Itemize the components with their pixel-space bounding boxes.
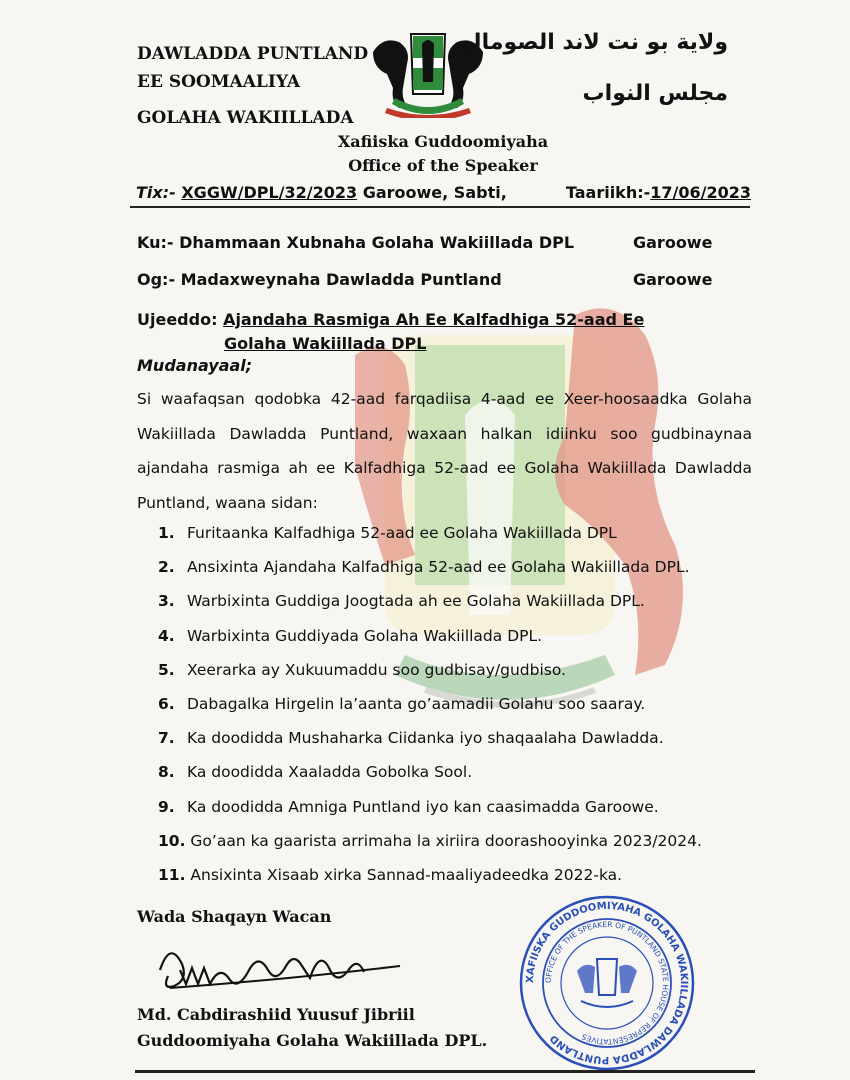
cc-city: Garoowe xyxy=(633,270,713,289)
agenda-number: 6. xyxy=(158,694,175,713)
subject-line-2: Golaha Wakiillada DPL xyxy=(224,334,427,353)
header-left xyxy=(137,40,368,132)
to-text: Dhammaan Xubnaha Golaha Wakiillada DPL xyxy=(179,233,575,252)
country-name: EE SOOMAALIYA xyxy=(137,72,301,92)
agenda-item xyxy=(158,729,702,763)
place-day: Garoowe, Sabti, xyxy=(362,183,507,202)
date-block xyxy=(566,183,751,202)
cc-text: Madaxweynaha Dawladda Puntland xyxy=(180,270,502,289)
subject-block xyxy=(137,308,644,356)
house-name-arabic: مجلس النواب xyxy=(582,81,728,106)
agenda-item xyxy=(158,832,702,866)
to-line xyxy=(137,233,574,252)
signer-title: Guddoomiyaha Golaha Wakiillada DPL. xyxy=(137,1031,488,1050)
agenda-number: 9. xyxy=(158,797,175,816)
office-block xyxy=(0,130,850,178)
agenda-text: Ka doodidda Amniga Puntland iyo kan caasimadda Garoowe. xyxy=(186,797,659,816)
to-label: Ku:- xyxy=(137,233,174,252)
date-value: 17/06/2023 xyxy=(650,183,751,202)
state-name: DAWLADDA PUNTLAND xyxy=(137,44,369,64)
cc-label: Og:- xyxy=(137,270,176,289)
agenda-text: Furitaanka Kalfadhiga 52-aad ee Golaha Wakiillada DPL xyxy=(186,524,617,542)
agenda-number: 1. xyxy=(158,524,175,542)
agenda-text: Ansixinta Ajandaha Kalfadhiga 52-aad ee Golaha Wakiillada DPL. xyxy=(186,558,690,577)
reference-line xyxy=(136,183,751,202)
agenda-text: Go’aan ka gaarista arrimaha la xiriira doorashooyinka 2023/2024. xyxy=(190,831,702,850)
agenda-number: 3. xyxy=(158,592,175,611)
agenda-text: Warbixinta Guddiyada Golaha Wakiillada DPL. xyxy=(186,626,543,645)
closing-line: Wada Shaqayn Wacan xyxy=(137,907,332,926)
agenda-item xyxy=(158,627,702,661)
agenda-number: 11. xyxy=(158,865,186,884)
agenda-item xyxy=(158,798,702,832)
agenda-list xyxy=(158,524,702,900)
agenda-number: 2. xyxy=(158,558,175,577)
agenda-text: Warbixinta Guddiga Joogtada ah ee Golaha Wakiillada DPL. xyxy=(186,592,645,611)
agenda-item xyxy=(158,763,702,797)
agenda-item xyxy=(158,695,702,729)
reference-number: XGGW/DPL/32/2023 xyxy=(181,183,358,202)
header-right xyxy=(463,30,729,106)
signer-name: Md. Cabdirashiid Yuusuf Jibriil xyxy=(137,1005,415,1024)
signature-icon xyxy=(150,930,410,1000)
agenda-text: Xeerarka ay Xukuumaddu soo gudbisay/gudbiso. xyxy=(186,660,566,679)
agenda-item xyxy=(158,524,702,558)
agenda-number: 8. xyxy=(158,763,175,782)
svg-text:OFFICE OF THE SPEAKER OF PUNTL xyxy=(544,920,670,1046)
footer-divider xyxy=(135,1070,755,1073)
agenda-number: 4. xyxy=(158,626,175,645)
office-name-english: Office of the Speaker xyxy=(348,156,538,175)
agenda-text: Ansixinta Xisaab xirka Sannad-maaliyadeedka 2022-ka. xyxy=(190,865,623,884)
stamp-outer-text: XAFIISKA GUDDOOMIYAHA GOLAHA WAKIILLADA DAWLADDA PUNTLAND xyxy=(524,900,690,1066)
agenda-item xyxy=(158,661,702,695)
subject-label: Ujeeddo: xyxy=(137,310,218,329)
agenda-item xyxy=(158,558,702,592)
date-label: Taariikh:- xyxy=(565,183,651,202)
agenda-item xyxy=(158,592,702,626)
reference-label: Tix:- xyxy=(136,183,176,202)
header-divider xyxy=(130,206,750,208)
state-name-arabic: ولاية بو نت لاند الصومال xyxy=(462,30,728,55)
cc-line xyxy=(137,270,502,289)
greeting: Mudanayaal; xyxy=(137,356,253,375)
agenda-number: 5. xyxy=(158,660,175,679)
body-paragraph: Si waafaqsan qodobka 42-aad farqadiisa 4-aad ee Xeer-hoosaadka Golaha Wakiillada Dawladda Puntland, waxaan halkan idiinku soo gudbinaynaa ajandaha rasmiga ah ee Kalfadhiga 52-aad ee Golaha Wakiillada Dawladda Puntland, waana sidan: xyxy=(137,390,752,512)
agenda-text: Dabagalka Hirgelin la’aanta go’aamadii Golahu soo saaray. xyxy=(186,694,646,713)
agenda-text: Ka doodidda Xaaladda Gobolka Sool. xyxy=(186,763,473,782)
stamp-emblem-icon xyxy=(577,959,637,1007)
agenda-text: Ka doodidda Mushaharka Ciidanka iyo shaqaalaha Dawladda. xyxy=(186,729,664,748)
subject-line-1: Ajandaha Rasmiga Ah Ee Kalfadhiga 52-aad Ee xyxy=(223,310,645,329)
agenda-number: 10. xyxy=(158,831,186,850)
stamp-inner-text: OFFICE OF THE SPEAKER OF PUNTLAND STATE HOUSE OF REPRESENTATIVES xyxy=(543,919,671,1047)
office-name-somali: Xafiiska Guddoomiyaha xyxy=(337,132,549,151)
to-city: Garoowe xyxy=(633,233,713,252)
official-stamp xyxy=(517,893,697,1073)
signer-block xyxy=(137,1002,487,1054)
agenda-number: 7. xyxy=(158,729,175,748)
house-name: GOLAHA WAKIILLADA xyxy=(137,108,354,128)
